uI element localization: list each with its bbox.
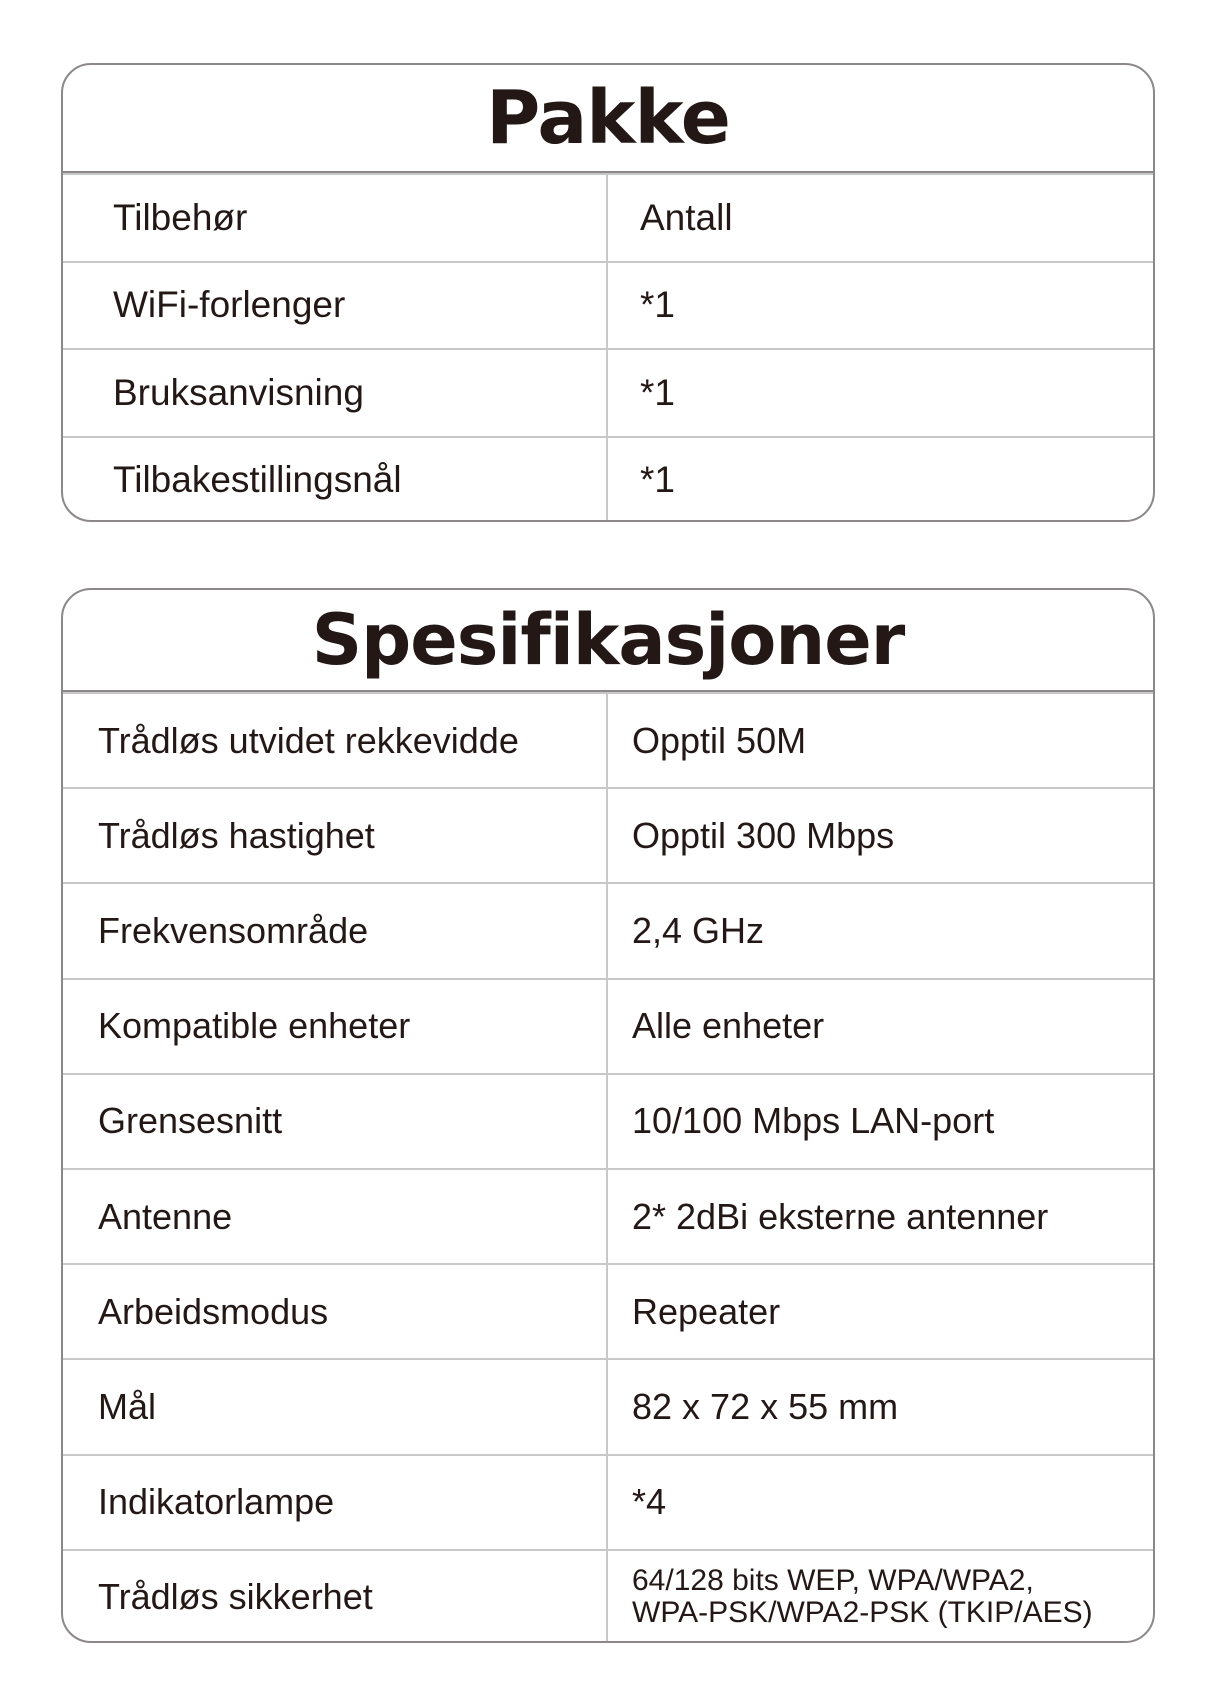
table-row bbox=[63, 882, 1153, 977]
table-row bbox=[63, 978, 1153, 1073]
table-row bbox=[63, 692, 1153, 787]
table-row bbox=[63, 1168, 1153, 1263]
package-table bbox=[61, 63, 1155, 522]
specifications-title: Spesifikasjoner bbox=[63, 590, 1153, 692]
package-item: WiFi-forlenger bbox=[63, 263, 608, 349]
spec-label: Grensesnitt bbox=[63, 1075, 608, 1168]
table-row bbox=[63, 787, 1153, 882]
spec-label: Arbeidsmodus bbox=[63, 1265, 608, 1358]
spec-label: Trådløs hastighet bbox=[63, 789, 608, 882]
table-row bbox=[63, 261, 1153, 349]
package-item: Bruksanvisning bbox=[63, 350, 608, 436]
spec-value: Opptil 300 Mbps bbox=[632, 814, 895, 856]
package-header-item: Tilbehør bbox=[63, 175, 608, 261]
spec-label: Trådløs utvidet rekkevidde bbox=[63, 694, 608, 787]
spec-value: Alle enheter bbox=[632, 1005, 825, 1047]
table-row bbox=[63, 1263, 1153, 1358]
package-item: Tilbakestillingsnål bbox=[63, 438, 608, 523]
spec-value: Opptil 50M bbox=[632, 719, 807, 761]
spec-label: Kompatible enheter bbox=[63, 980, 608, 1073]
spec-value: 2,4 GHz bbox=[632, 909, 765, 951]
package-qty: *1 bbox=[640, 459, 675, 501]
spec-value: 82 x 72 x 55 mm bbox=[632, 1385, 899, 1427]
package-title: Pakke bbox=[63, 65, 1153, 173]
table-row bbox=[63, 1358, 1153, 1453]
spec-value: 64/128 bits WEP, WPA/WPA2, WPA-PSK/WPA2-PSK (TKIP/AES) bbox=[632, 1564, 1093, 1630]
package-header-row bbox=[63, 173, 1153, 261]
spec-label: Mål bbox=[63, 1360, 608, 1453]
table-row bbox=[63, 1454, 1153, 1549]
spec-label: Antenne bbox=[63, 1170, 608, 1263]
specifications-table bbox=[61, 588, 1155, 1643]
table-row bbox=[63, 348, 1153, 436]
spec-value: 2* 2dBi eksterne antenner bbox=[632, 1195, 1049, 1237]
spec-label: Trådløs sikkerhet bbox=[63, 1551, 608, 1643]
spec-value: 10/100 Mbps LAN-port bbox=[632, 1100, 995, 1142]
table-row bbox=[63, 1073, 1153, 1168]
spec-label: Indikatorlampe bbox=[63, 1456, 608, 1549]
table-row bbox=[63, 436, 1153, 523]
package-header-qty: Antall bbox=[640, 196, 733, 238]
spec-value: *4 bbox=[632, 1481, 667, 1523]
package-qty: *1 bbox=[640, 371, 675, 413]
package-qty: *1 bbox=[640, 284, 675, 326]
table-row bbox=[63, 1549, 1153, 1643]
spec-label: Frekvensområde bbox=[63, 884, 608, 977]
spec-value: Repeater bbox=[632, 1290, 781, 1332]
